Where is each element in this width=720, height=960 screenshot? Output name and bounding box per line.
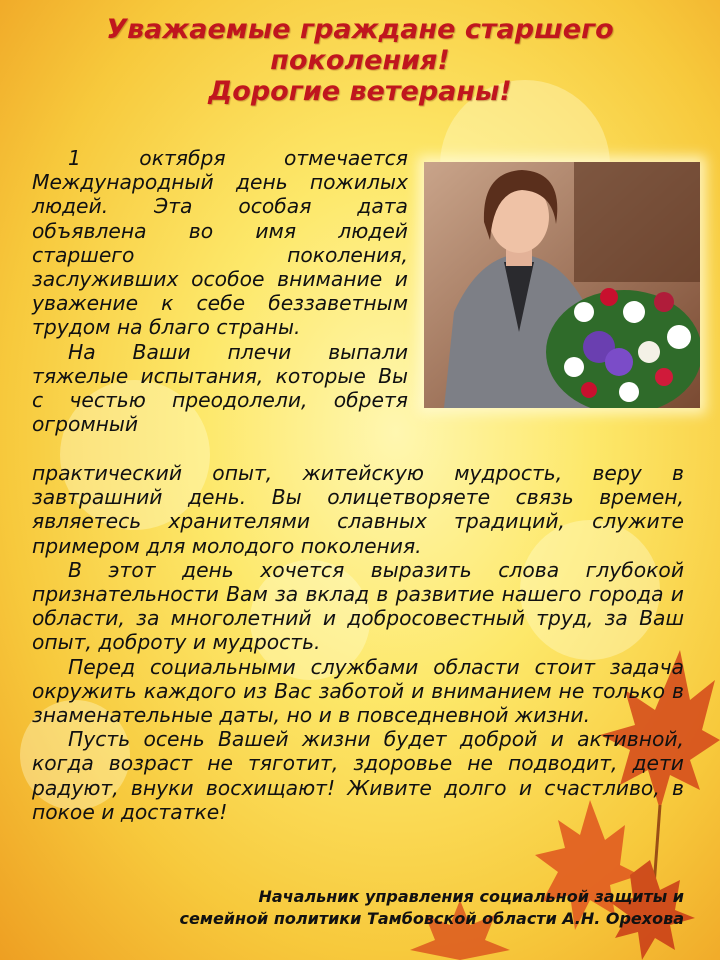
signature-line-1: Начальник управления социальной защиты и [258, 887, 684, 906]
title-line-3: Дорогие ветераны! [208, 76, 512, 107]
paragraph-2-start: На Ваши плечи выпали тяжелые испытания, которые Вы с честью преодолели, обретя огромный [32, 339, 408, 437]
paragraph-1: 1 октября отмечается Международный день пожилых людей. Эта особая дата объявлена во имя людей старшего поколения, заслуживших особое внимание и уважение к себе беззаветным трудом на благо страны. [32, 146, 408, 340]
title-line-2: поколения! [270, 45, 450, 76]
paragraph-2-end: практический опыт, житейскую мудрость, веру в завтрашний день. Вы олицетворяете связь времен, являетесь хранителями славных традиций, служите примером для молодого поколения. [32, 461, 684, 558]
signature-line-2: семейной политики Тамбовской области А.Н. Орехова [179, 909, 684, 928]
paragraph-3: В этот день хочется выразить слова глубокой признательности Вам за вклад в развитие нашего города и области, за многолетний и добросовестный труд, за Ваш опыт, доброту и мудрость. [32, 557, 684, 655]
paragraph-4: Перед социальными службами области стоит задача окружить каждого из Вас заботой и вниманием не только в знаменательные даты, но и в повседневной жизни. [32, 654, 684, 728]
greeting-title [0, 14, 720, 107]
portrait-photo [424, 162, 700, 408]
letter-text-top [32, 146, 408, 436]
letter-text-bottom [32, 461, 684, 824]
signature [60, 886, 684, 930]
paragraph-5: Пусть осень Вашей жизни будет доброй и активной, когда возраст не тяготит, здоровье не подводит, дети радуют, внуки восхищают! Живите долго и счастливо, в покое и достатке! [32, 727, 684, 824]
title-line-1: Уважаемые граждане старшего [106, 14, 614, 45]
